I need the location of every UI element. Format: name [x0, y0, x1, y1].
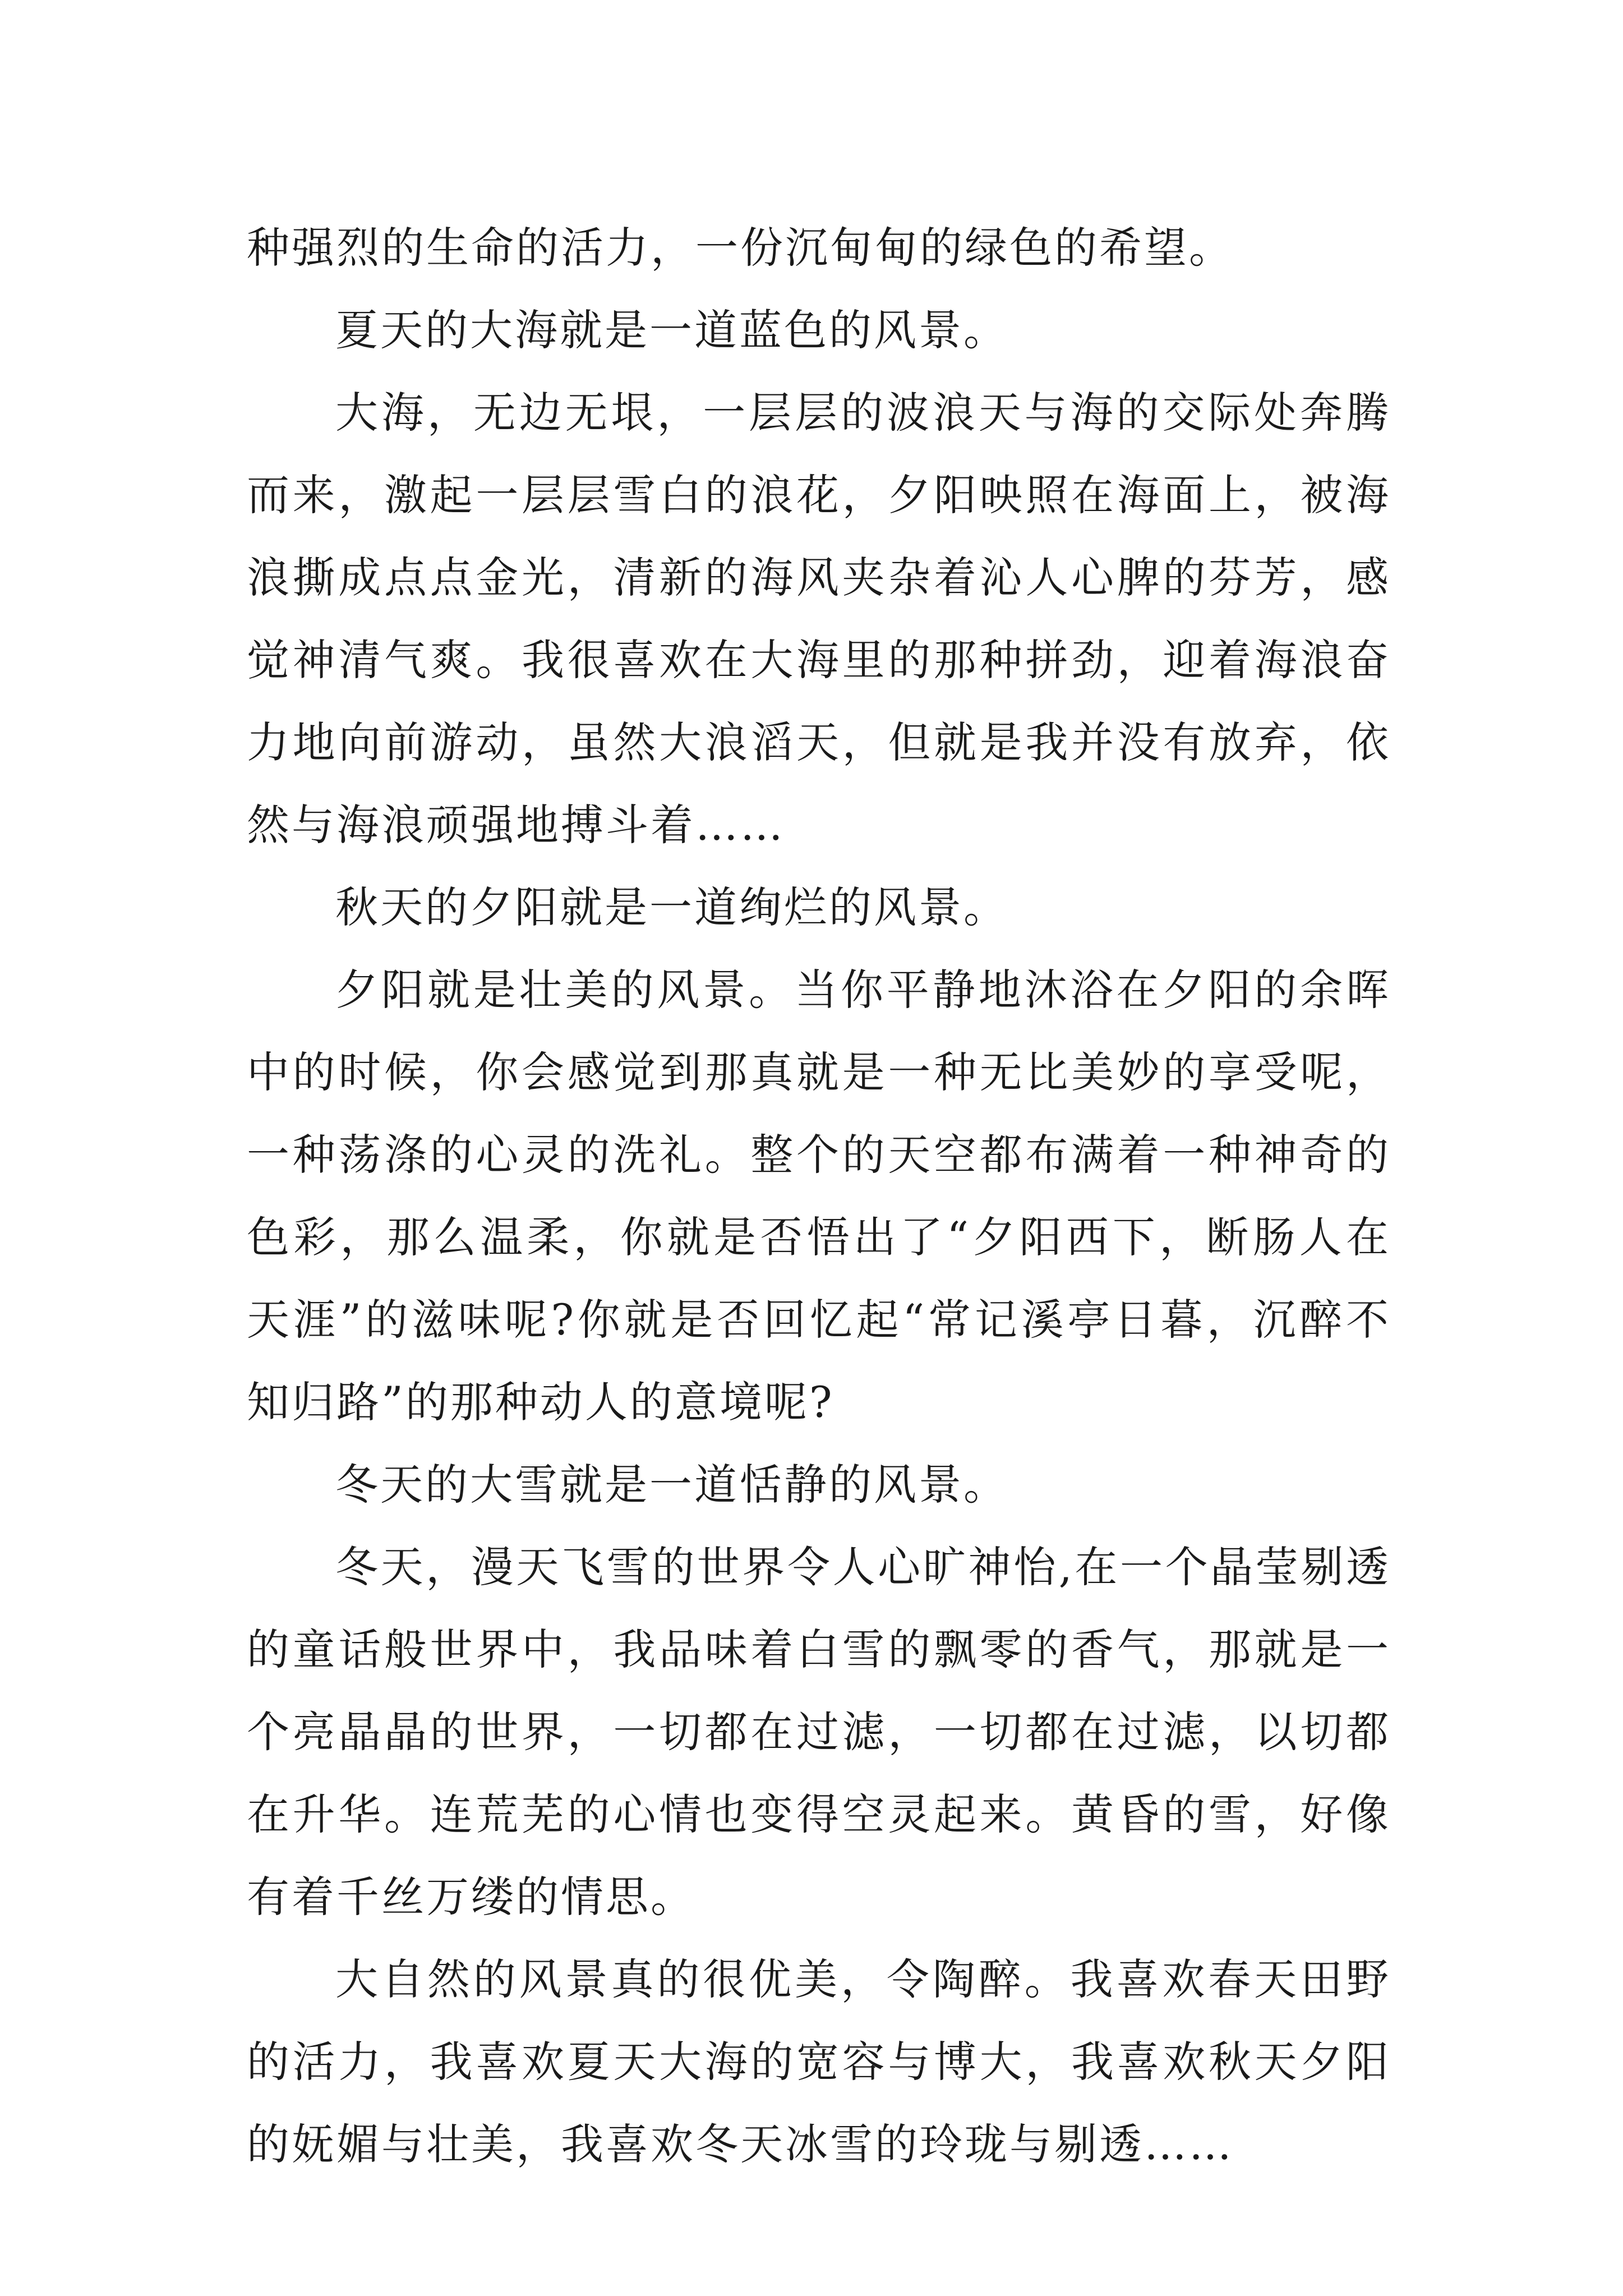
paragraph: 夕阳就是壮美的风景。当你平静地沐浴在夕阳的余晖中的时候，你会感觉到那真就是一种无比美妙的享受呢，一种荡涤的心灵的洗礼。整个的天空都布满着一种神奇的色彩，那么温柔，你就是否悟出了“夕阳西下，断肠人在天涯”的滋味呢?你就是否回忆起“常记溪亭日暮，沉醉不知归路”的那种动人的意境呢?: [247, 965, 1391, 1427]
paragraph: 大自然的风景真的很优美，令陶醉。我喜欢春天田野的活力，我喜欢夏天大海的宽容与博大，我喜欢秋天夕阳的妩媚与壮美，我喜欢冬天冰雪的玲珑与剔透……: [247, 1954, 1391, 2169]
paragraph: 夏天的大海就是一道蓝色的风景。: [335, 305, 1008, 355]
paragraph: 大海，无边无垠，一层层的波浪天与海的交际处奔腾而来，激起一层层雪白的浪花，夕阳映照在海面上，被海浪撕成点点金光，清新的海风夹杂着沁人心脾的芬芳，感觉神清气爽。我很喜欢在大海里的那种拼劲，迎着海浪奋力地向前游动，虽然大浪滔天，但就是我并没有放弃，依然与海浪顽强地搏斗着……: [247, 388, 1391, 850]
paragraph: 冬天，漫天飞雪的世界令人心旷神怡,在一个晶莹剔透的童话般世界中，我品味着白雪的飘零的香气，那就是一个亮晶晶的世界，一切都在过滤，一切都在过滤，以切都在升华。连荒芜的心情也变得空灵起来。黄昏的雪，好像有着千丝万缕的情思。: [247, 1542, 1391, 1922]
document-body: [247, 206, 1391, 2185]
paragraph: 冬天的大雪就是一道恬静的风景。: [335, 1460, 1008, 1510]
paragraph: 秋天的夕阳就是一道绚烂的风景。: [335, 882, 1008, 932]
paragraph: 种强烈的生命的活力，一份沉甸甸的绿色的希望。: [247, 223, 1234, 273]
